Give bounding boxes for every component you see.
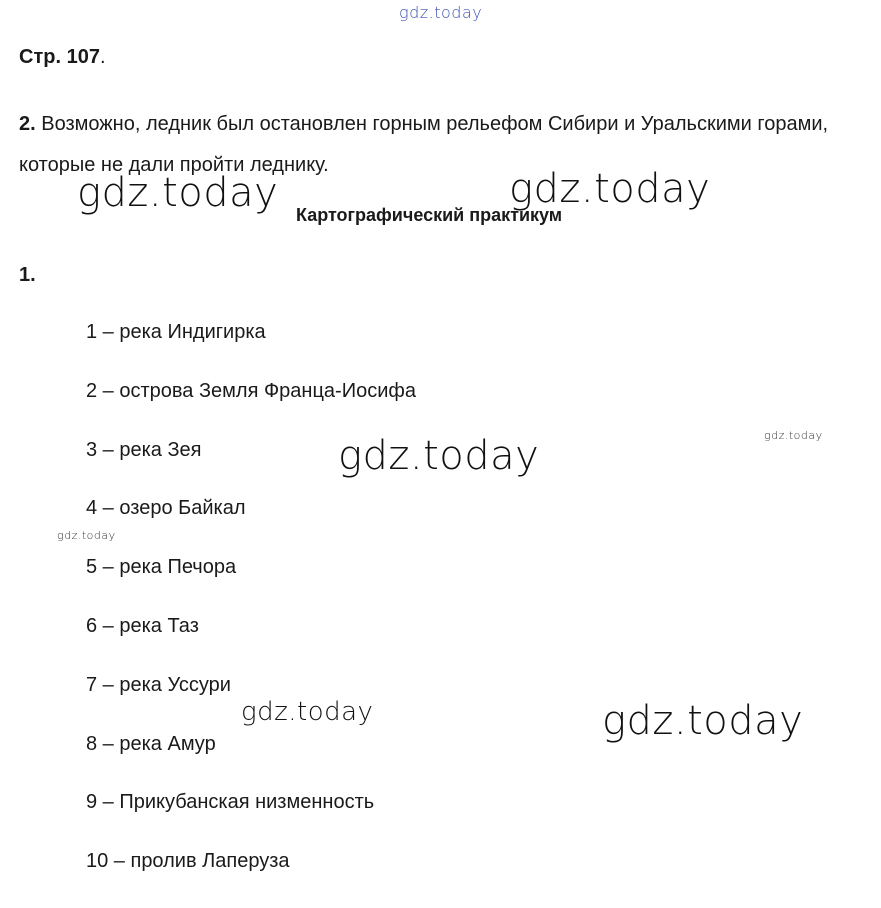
watermark-top: gdz.today [399, 3, 483, 22]
list-item: 7 – река Уссури [86, 673, 231, 696]
answer-2 [19, 104, 869, 186]
list-item: 3 – река Зея [86, 438, 202, 461]
map-answers-list [86, 320, 416, 908]
page-number-dot: . [99, 46, 106, 68]
watermark-5: gdz.today [57, 529, 116, 542]
watermark-1: gdz.today [77, 170, 279, 216]
answer-1-number: 1. [19, 264, 36, 286]
list-item: 10 – пролив Лаперуза [86, 850, 290, 873]
list-item: 1 – река Индигирка [86, 321, 266, 343]
list-item: 2 – острова Земля Франца-Иосифа [86, 379, 416, 402]
section-title: Картографический практикум [296, 205, 563, 225]
list-item: 9 – Прикубанская низменность [86, 791, 375, 814]
watermark-3: gdz.today [338, 433, 540, 479]
list-item: 6 – река Таз [86, 614, 199, 637]
list-item: 8 – река Амур [86, 732, 216, 755]
watermark-7: gdz.today [602, 698, 804, 744]
watermark-2: gdz.today [509, 166, 711, 212]
list-item: 5 – река Печора [86, 556, 237, 579]
list-item: 4 – озеро Байкал [86, 497, 246, 520]
page-number: Стр. 107 [19, 46, 100, 68]
watermark-4: gdz.today [764, 429, 823, 442]
answer-2-text: Возможно, ледник был остановлен горным рельефом Сибири и Уральскими горами, которые не дали пройти леднику. [19, 113, 829, 176]
watermark-6: gdz.today [241, 697, 374, 727]
answer-2-number: 2. [19, 113, 36, 135]
page-reference [19, 46, 106, 69]
